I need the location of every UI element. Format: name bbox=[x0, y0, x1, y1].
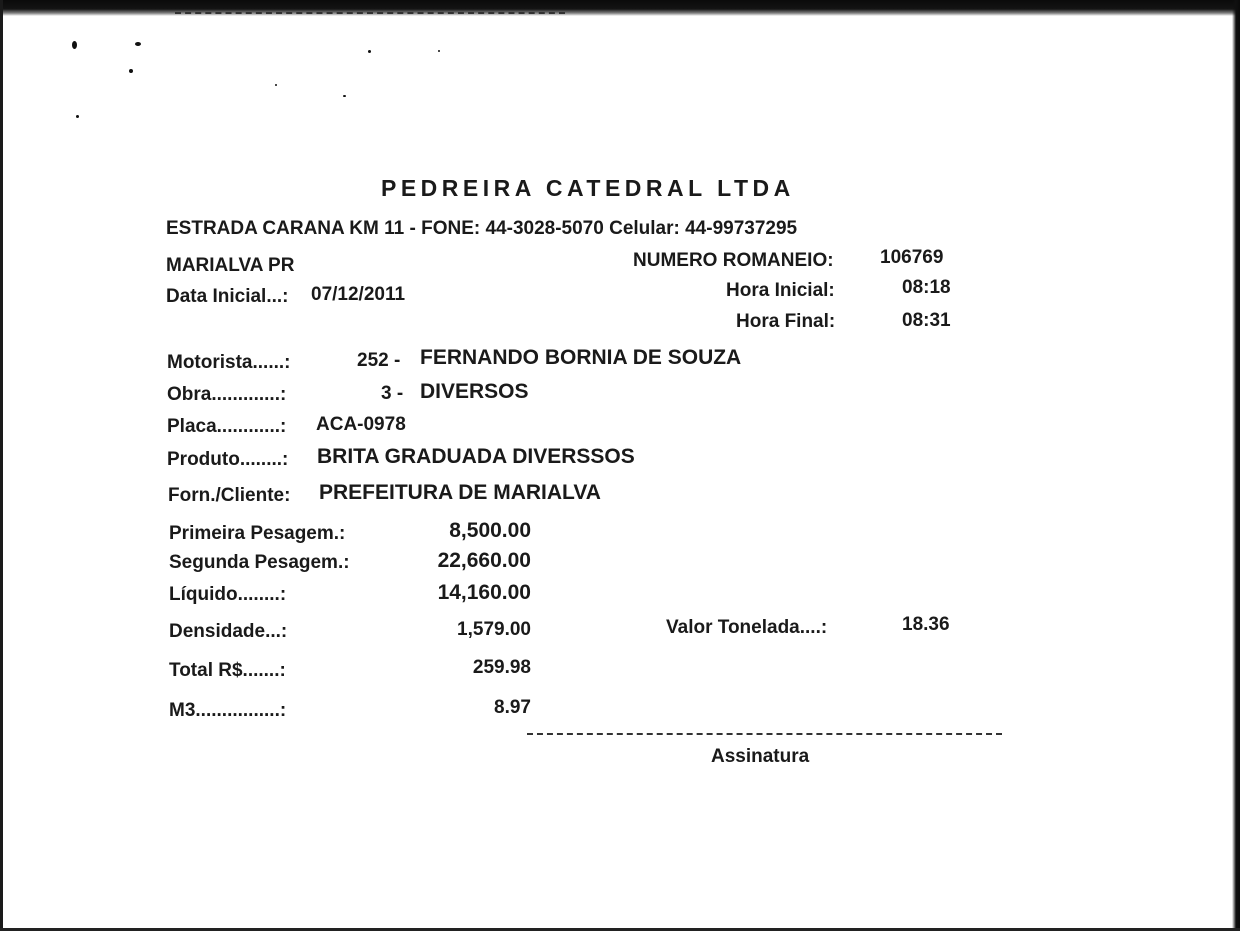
scan-speck bbox=[438, 50, 440, 52]
liquido-value: 14,160.00 bbox=[437, 581, 531, 604]
scan-edge-left bbox=[0, 0, 3, 931]
m3-value: 8.97 bbox=[494, 697, 531, 718]
signature-line bbox=[527, 733, 1002, 735]
city: MARIALVA PR bbox=[166, 255, 295, 276]
scan-speck bbox=[135, 42, 141, 46]
obra-label: Obra.............: bbox=[167, 384, 287, 405]
data-inicial-label: Data Inicial...: bbox=[166, 286, 289, 307]
primeira-pesagem-value: 8,500.00 bbox=[449, 519, 531, 542]
cliente-value: PREFEITURA DE MARIALVA bbox=[319, 481, 601, 504]
segunda-pesagem-label: Segunda Pesagem.: bbox=[169, 552, 350, 573]
scan-dash-top bbox=[175, 12, 565, 14]
valor-tonelada-label: Valor Tonelada....: bbox=[666, 617, 828, 638]
signature-label: Assinatura bbox=[711, 746, 810, 767]
scan-speck bbox=[368, 50, 371, 53]
total-value: 259.98 bbox=[472, 657, 531, 678]
liquido-label: Líquido........: bbox=[169, 584, 287, 605]
placa-label: Placa............: bbox=[167, 416, 287, 437]
cliente-label: Forn./Cliente: bbox=[168, 485, 291, 506]
motorista-label: Motorista......: bbox=[167, 352, 291, 373]
romaneio-value: 106769 bbox=[880, 247, 944, 268]
romaneio-label: NUMERO ROMANEIO: bbox=[633, 250, 834, 271]
hora-inicial-label: Hora Inicial: bbox=[726, 280, 835, 301]
total-label: Total R$.......: bbox=[169, 660, 286, 681]
scan-speck bbox=[275, 84, 277, 86]
produto-label: Produto........: bbox=[167, 449, 289, 470]
scan-speck bbox=[76, 115, 79, 118]
company-name: PEDREIRA CATEDRAL LTDA bbox=[381, 175, 795, 201]
obra-name: DIVERSOS bbox=[420, 380, 529, 403]
data-inicial-value: 07/12/2011 bbox=[311, 284, 406, 305]
placa-value: ACA-0978 bbox=[316, 414, 406, 435]
scan-speck bbox=[72, 41, 77, 49]
densidade-value: 1,579.00 bbox=[457, 619, 531, 640]
densidade-label: Densidade...: bbox=[169, 621, 288, 642]
hora-final-label: Hora Final: bbox=[736, 311, 836, 332]
segunda-pesagem-value: 22,660.00 bbox=[437, 549, 531, 572]
obra-code: 3 - bbox=[381, 383, 404, 404]
motorista-code: 252 - bbox=[357, 350, 401, 371]
hora-inicial-value: 08:18 bbox=[902, 277, 951, 298]
scan-speck bbox=[343, 95, 346, 97]
valor-tonelada-value: 18.36 bbox=[902, 614, 950, 635]
address-line: ESTRADA CARANA KM 11 - FONE: 44-3028-5070 Celular: 44-99737295 bbox=[166, 218, 798, 239]
hora-final-value: 08:31 bbox=[902, 310, 951, 331]
motorista-name: FERNANDO BORNIA DE SOUZA bbox=[420, 346, 742, 369]
primeira-pesagem-label: Primeira Pesagem.: bbox=[169, 523, 346, 544]
scan-speck bbox=[129, 69, 133, 73]
scan-edge-right bbox=[1232, 0, 1240, 931]
produto-value: BRITA GRADUADA DIVERSSOS bbox=[317, 445, 635, 468]
m3-label: M3................: bbox=[169, 700, 287, 721]
